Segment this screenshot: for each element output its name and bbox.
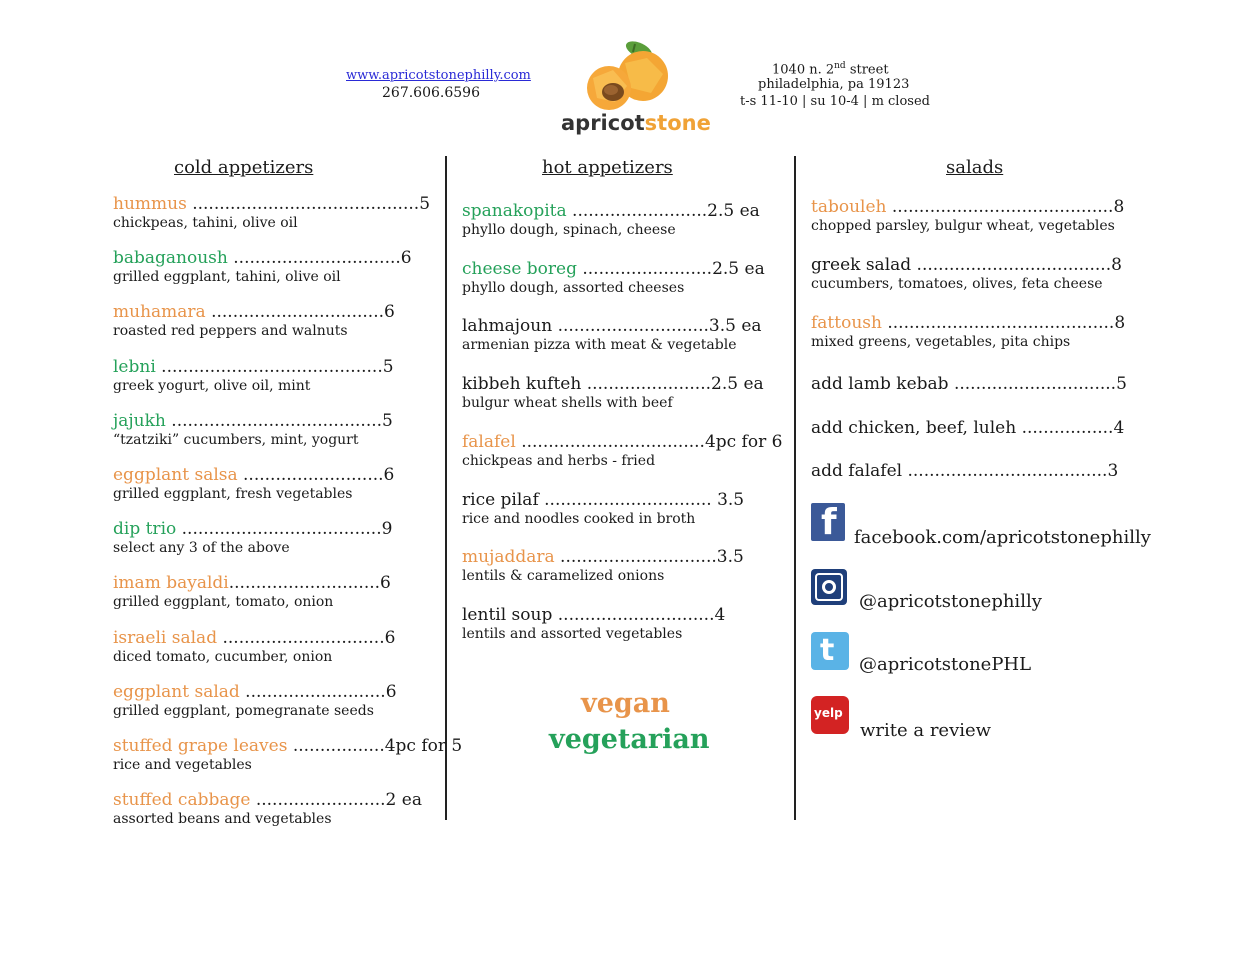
menu-item: [811, 255, 1122, 293]
menu-item-leader-dots: .............................: [552, 604, 715, 625]
menu-item-leader-dots: .................: [1016, 417, 1114, 438]
yelp-review-link[interactable]: write a review: [860, 720, 992, 741]
menu-item-description: “tzatziki” cucumbers, mint, yogurt: [113, 431, 359, 448]
menu-item-price: 5: [382, 356, 394, 377]
instagram-icon[interactable]: [811, 569, 847, 605]
yelp-icon[interactable]: yelp: [811, 696, 849, 734]
menu-item-title-line: [811, 255, 1122, 275]
menu-item-leader-dots: ................................: [205, 302, 384, 323]
menu-item-description: chickpeas and herbs - fried: [462, 452, 656, 469]
menu-item-price: 6: [400, 248, 412, 269]
menu-item-price: 3: [1107, 461, 1119, 481]
menu-item-leader-dots: ..............................: [948, 374, 1117, 394]
menu-item-leader-dots: .....................................: [902, 461, 1108, 481]
menu-item-leader-dots: ............................: [228, 573, 381, 594]
menu-item-price: 5: [419, 194, 431, 214]
menu-item: [462, 259, 765, 297]
menu-item-price: 6: [380, 573, 391, 594]
menu-item: [113, 790, 422, 828]
menu-item-description: rice and vegetables: [113, 757, 252, 773]
menu-item-price: 8: [1113, 197, 1125, 217]
menu-item: [113, 248, 412, 286]
menu-item: [113, 465, 394, 503]
menu-item-description: phyllo dough, assorted cheeses: [462, 279, 685, 296]
menu-item-name: jajukh: [113, 410, 166, 431]
menu-item-description: grilled eggplant, pomegranate seeds: [113, 702, 374, 719]
menu-item: [113, 302, 395, 340]
menu-item-name: lahmajoun: [462, 316, 553, 337]
menu-item: [462, 374, 764, 412]
menu-item-leader-dots: .................: [287, 736, 385, 756]
menu-item-title-line: [113, 357, 394, 377]
menu-item-title-line: [462, 605, 725, 625]
menu-item: [113, 736, 462, 774]
menu-item-leader-dots: ...............................: [227, 248, 401, 269]
menu-item-name: kibbeh kufteh: [462, 374, 582, 395]
menu-item-title-line: [462, 547, 744, 567]
menu-item-title-line: [811, 313, 1125, 333]
menu-item-title-line: [811, 418, 1124, 438]
menu-item-description: chickpeas, tahini, olive oil: [113, 215, 298, 231]
menu-item-leader-dots: .........................: [566, 201, 708, 221]
menu-item-leader-dots: .....................................: [176, 519, 382, 540]
menu-item-leader-dots: .........................................: [155, 356, 383, 377]
menu-item: [462, 490, 744, 528]
menu-item-leader-dots: ..............................: [217, 627, 385, 648]
menu-item-price: 4pc for 5: [384, 736, 463, 756]
facebook-icon[interactable]: f: [811, 503, 845, 541]
menu-item-name: lentil soup: [462, 604, 553, 625]
menu-item-leader-dots: ..........................................: [186, 194, 420, 214]
menu-item: [113, 194, 430, 232]
menu-item-leader-dots: .............................: [554, 547, 717, 568]
menu-item-title-line: [462, 374, 764, 394]
menu-item-title-line: [462, 259, 765, 279]
menu-item-leader-dots: ....................................: [911, 255, 1112, 275]
menu-item-title-line: [462, 316, 762, 336]
menu-item-title-line: [462, 201, 760, 221]
menu-item-name: stuffed grape leaves: [113, 736, 288, 756]
logo-wordmark: apricotstone: [561, 111, 711, 135]
menu-item-name: israeli salad: [113, 627, 218, 648]
menu-item-name: tabouleh: [811, 197, 887, 217]
menu-item-price: 4: [714, 604, 726, 625]
menu-item-description: diced tomato, cucumber, onion: [113, 648, 333, 665]
menu-item-price: 5: [382, 410, 393, 431]
menu-item-leader-dots: ...............................: [538, 489, 718, 510]
menu-item-title-line: [462, 490, 744, 510]
menu-item: [113, 573, 391, 611]
menu-item-leader-dots: .......................: [581, 374, 712, 395]
apricot-logo-image: [575, 38, 675, 116]
menu-item-title-line: [113, 194, 430, 214]
menu-item-price: 6: [384, 302, 395, 323]
menu-item-price: 2.5 ea: [707, 201, 760, 221]
menu-item-title-line: [113, 302, 395, 322]
hours-text: t-s 11-10 | su 10-4 | m closed: [740, 94, 930, 109]
menu-item-description: select any 3 of the above: [113, 540, 290, 557]
menu-item-name: eggplant salad: [113, 681, 240, 702]
menu-item-name: muhamara: [113, 302, 206, 323]
menu-item-title-line: [113, 682, 397, 702]
legend-vegetarian: vegetarian: [549, 724, 710, 755]
menu-item-title-line: [811, 461, 1118, 481]
menu-item: [811, 313, 1125, 351]
menu-item-title-line: [113, 736, 462, 756]
menu-item-name: fattoush: [811, 313, 882, 333]
menu-item-name: stuffed cabbage: [113, 790, 251, 811]
menu-item-name: rice pilaf: [462, 489, 539, 510]
menu-item: [462, 201, 760, 239]
menu-item: [811, 197, 1124, 235]
menu-item-price: 8: [1111, 255, 1122, 275]
menu-item-price: 6: [385, 681, 397, 702]
column-divider-right: [794, 156, 796, 820]
legend-vegan: vegan: [581, 688, 670, 719]
menu-item: [462, 605, 725, 643]
menu-item-name: dip trio: [113, 519, 177, 540]
menu-item-price: 6: [383, 465, 395, 485]
menu-item-description: phyllo dough, spinach, cheese: [462, 222, 676, 238]
menu-item-name: imam bayaldi: [113, 573, 229, 594]
menu-item-price: 3.5: [716, 547, 744, 568]
menu-item-title-line: [113, 628, 395, 648]
menu-item-description: lentils & caramelized onions: [462, 568, 665, 585]
menu-item-leader-dots: ..........................................: [881, 313, 1115, 333]
menu-item: [462, 316, 762, 354]
menu-item-price: 5: [1116, 374, 1127, 394]
menu-item: [113, 682, 397, 720]
heading-hot-appetizers: hot appetizers: [542, 157, 673, 178]
menu-item-description: grilled eggplant, fresh vegetables: [113, 486, 353, 502]
menu-item: [811, 374, 1127, 394]
menu-item-description: chopped parsley, bulgur wheat, vegetables: [811, 218, 1115, 234]
menu-item-leader-dots: ..........................: [239, 681, 386, 702]
menu-item-price: 9: [381, 519, 393, 540]
menu-item-description: assorted beans and vegetables: [113, 811, 332, 828]
menu-item: [113, 628, 395, 666]
menu-item: [113, 357, 394, 395]
menu-item-price: 3.5: [717, 489, 745, 510]
twitter-icon[interactable]: t: [811, 632, 849, 670]
menu-item-price: 2.5 ea: [712, 258, 765, 279]
menu-item: [113, 411, 393, 449]
phone-number: 267.606.6596: [382, 85, 480, 101]
heading-salads: salads: [946, 157, 1004, 178]
menu-item-title-line: [113, 248, 412, 268]
menu-item-price: 2 ea: [385, 790, 422, 811]
menu-item-name: greek salad: [811, 255, 912, 275]
menu-item-name: add chicken, beef, luleh: [811, 417, 1017, 438]
menu-item-name: add lamb kebab: [811, 374, 949, 394]
menu-item-leader-dots: ..................................: [515, 431, 705, 452]
heading-cold-appetizers: cold appetizers: [174, 157, 314, 178]
menu-item: [462, 547, 744, 585]
menu-item: [113, 519, 392, 557]
menu-item-name: lebni: [113, 356, 156, 377]
column-divider-left: [445, 156, 447, 820]
menu-item-name: babaganoush: [113, 248, 228, 269]
menu-item-title-line: [811, 197, 1124, 217]
address-line2: philadelphia, pa 19123: [758, 77, 910, 92]
menu-item-title-line: [113, 411, 393, 431]
menu-item-price: 4pc for 6: [704, 431, 783, 452]
menu-item-description: rice and noodles cooked in broth: [462, 510, 696, 527]
menu-item-name: falafel: [462, 431, 516, 452]
menu-item-description: roasted red peppers and walnuts: [113, 323, 348, 340]
menu-item-price: 6: [384, 627, 396, 648]
menu-item-title-line: [462, 432, 782, 452]
menu-item-leader-dots: ........................: [576, 258, 713, 279]
menu-item-price: 2.5 ea: [711, 374, 764, 395]
menu-item-name: add falafel: [811, 461, 903, 481]
menu-item-description: lentils and assorted vegetables: [462, 625, 683, 642]
menu-item-title-line: [113, 519, 392, 539]
menu-item-description: grilled eggplant, tomato, onion: [113, 594, 334, 611]
twitter-link[interactable]: @apricotstonePHL: [859, 654, 1032, 675]
menu-item-description: grilled eggplant, tahini, olive oil: [113, 269, 341, 286]
menu-item-leader-dots: .........................................: [886, 197, 1114, 217]
menu-item-price: 8: [1114, 313, 1126, 333]
menu-item-title-line: [113, 465, 394, 485]
menu-item-name: mujaddara: [462, 547, 555, 568]
menu-item-description: cucumbers, tomatoes, olives, feta cheese: [811, 276, 1103, 292]
facebook-link[interactable]: facebook.com/apricotstonephilly: [854, 527, 1151, 548]
menu-item-title-line: [113, 790, 422, 810]
menu-item-price: 3.5 ea: [708, 316, 762, 337]
instagram-link[interactable]: @apricotstonephilly: [859, 591, 1042, 612]
menu-item-title-line: [811, 374, 1127, 394]
menu-item-description: bulgur wheat shells with beef: [462, 395, 673, 412]
menu-item-description: armenian pizza with meat & vegetable: [462, 337, 737, 354]
menu-item-leader-dots: ............................: [552, 316, 709, 337]
menu-item-price: 4: [1113, 417, 1125, 438]
menu-item: [462, 432, 782, 470]
menu-item-leader-dots: ..........................: [237, 465, 384, 485]
menu-item: [811, 461, 1118, 481]
address-line1: 1040 n. 2nd street: [772, 61, 889, 78]
menu-item-name: spanakopita: [462, 201, 567, 221]
menu-item-name: hummus: [113, 194, 187, 214]
menu-item-leader-dots: ........................: [250, 790, 386, 811]
menu-item: [811, 418, 1124, 438]
website-link[interactable]: www.apricotstonephilly.com: [346, 68, 531, 83]
menu-item-leader-dots: .......................................: [165, 410, 383, 431]
menu-item-description: mixed greens, vegetables, pita chips: [811, 334, 1071, 350]
menu-item-description: greek yogurt, olive oil, mint: [113, 377, 311, 394]
menu-item-title-line: [113, 573, 391, 593]
menu-item-name: eggplant salsa: [113, 465, 238, 485]
menu-item-name: cheese boreg: [462, 258, 577, 279]
